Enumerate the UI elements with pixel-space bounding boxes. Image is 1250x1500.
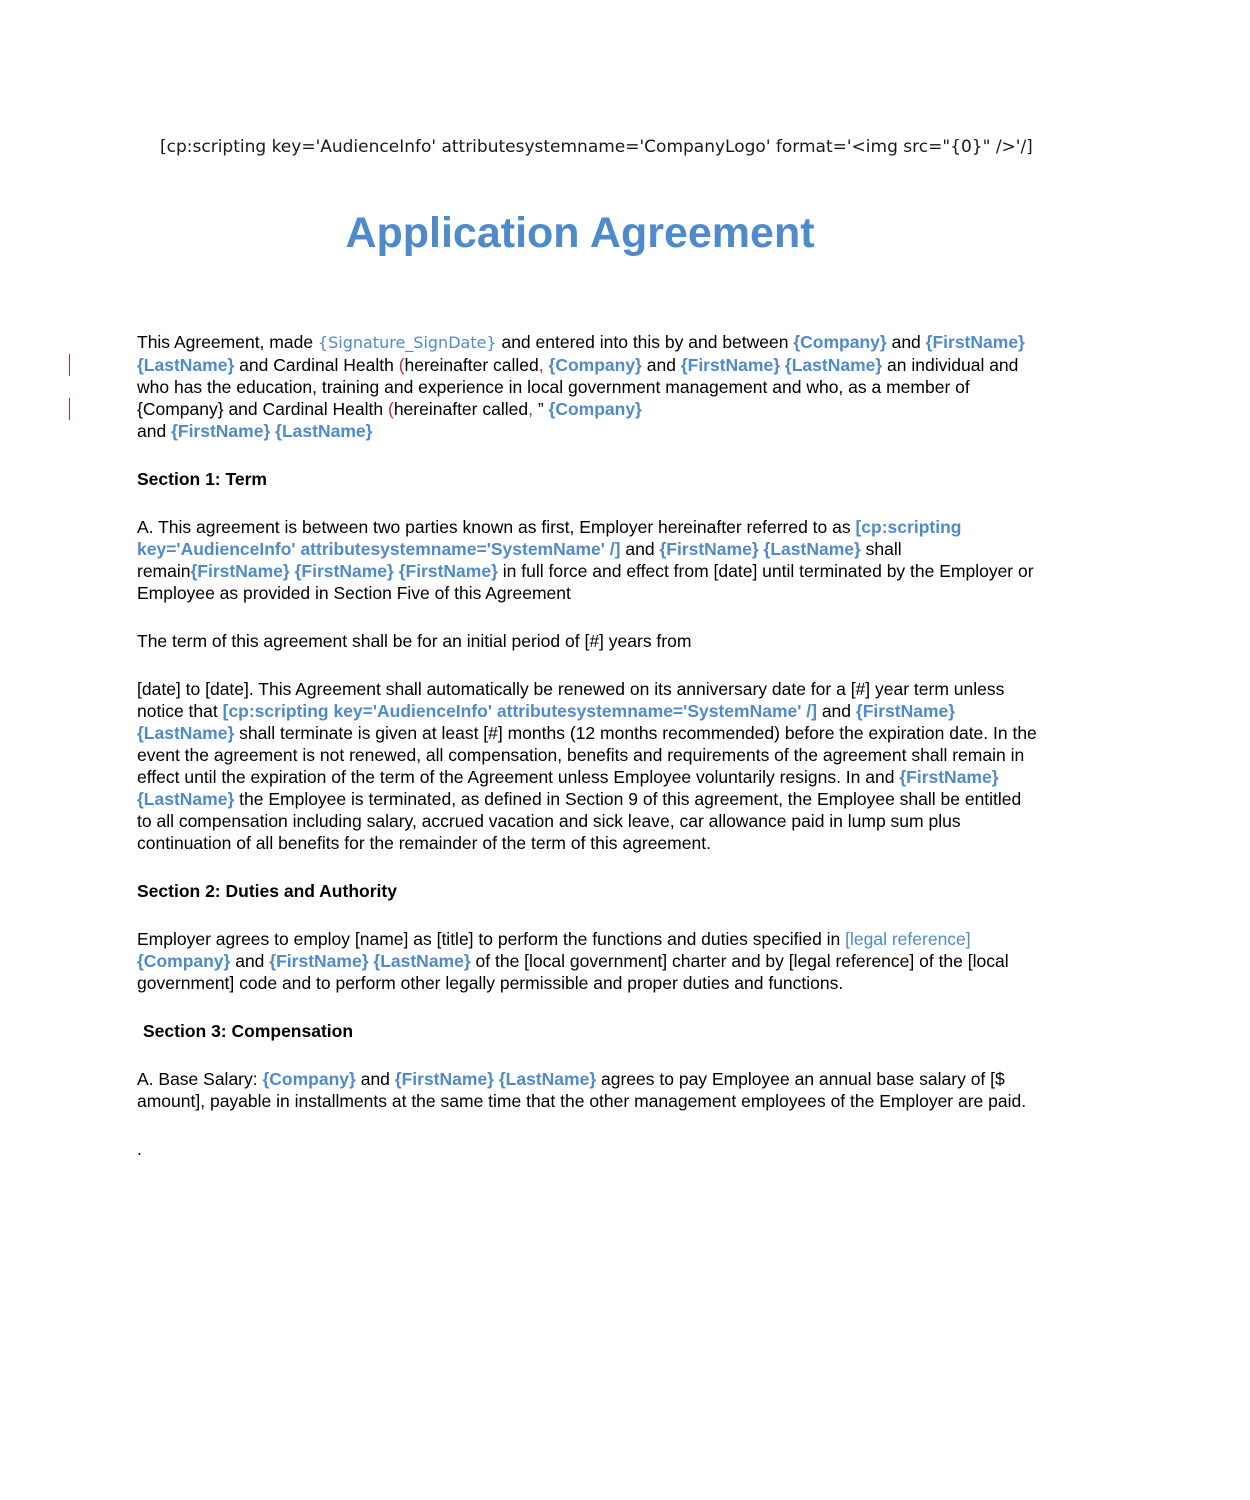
field-last-name: {LastName} [498,1069,597,1089]
field-first-name: {FirstName} [190,561,290,581]
field-first-name: {FirstName} [171,421,271,441]
section-3-heading: Section 3: Compensation [143,1021,354,1041]
field-company: {Company} [793,332,887,352]
field-last-name: {LastName} [373,951,471,971]
revision-mark: , [528,399,533,419]
field-first-name: {FirstName} [398,561,498,581]
text-run: [date] to [date]. This Agreement shall automatically be renewed on its anniversary date for a [#] year term unless notice that [137,679,1005,721]
text-run: and entered into this by and between [496,332,794,352]
field-legal-reference: [legal reference] [845,929,971,949]
text-run: hereinafter called [393,399,529,419]
field-signature-sign-date: {Signature_SignDate} [317,333,497,352]
text-run: and [641,355,681,375]
field-last-name: {LastName} [137,723,235,743]
text-run: an individual and who has the education, training and experience in local government management and who, as a member of {Company} and Cardinal Health [137,355,1019,419]
section-2-heading: Section 2: Duties and Authority [137,881,397,901]
field-first-name: {FirstName} [394,1069,494,1089]
section-1-paragraph-renewal [137,678,1037,854]
text-run: and [620,539,660,559]
document-body [137,331,1037,1186]
text-run: and [230,951,270,971]
text-run: and [355,1069,395,1089]
revision-change-bar [69,398,70,420]
section-1-paragraph-term: The term of this agreement shall be for an initial period of [#] years from [137,631,692,651]
text-run: of the [local government] charter and by [legal reference] of the [local government] code and to perform other legally permissible and proper duties and functions. [137,951,1009,993]
field-last-name: {LastName} [763,539,861,559]
field-first-name: {FirstName} [855,701,956,721]
text-run: and [137,421,172,441]
field-last-name: {LastName} [137,355,235,375]
text-run: A. This agreement is between two parties known as first, Employer hereinafter referred to as [137,517,856,537]
trailing-period: . [137,1139,142,1159]
field-last-name: {LastName} [137,789,235,809]
text-run: and [886,332,926,352]
text-run: shall terminate is given at least [#] months (12 months recommended) before the expiration date. In the event the agreement is not renewed, all compensation, benefits and requirements of the agreement shall remain in effect until the expiration of the term of the Agreement unless Employee voluntarily resigns. In and [137,723,1037,787]
section-3-paragraph-base-salary [137,1068,1037,1112]
field-company: {Company} [548,399,642,419]
field-last-name: {LastName} [275,421,373,441]
revision-change-bar [69,354,70,376]
text-run: ” [532,399,549,419]
text-run: Employer agrees to employ [name] as [title] to perform the functions and duties specified in [137,929,846,949]
field-last-name: {LastName} [784,355,883,375]
text-run: A. Base Salary: [137,1069,263,1089]
text-run: agrees to pay Employee an annual base salary of [$ amount], payable in installments at the same time that the other management employees of the Employer are paid. [137,1069,1027,1111]
text-run: hereinafter called [404,355,539,375]
field-company: {Company} [262,1069,356,1089]
revision-mark: , [538,355,544,375]
field-first-name: {FirstName} [269,951,369,971]
text-run: the Employee is terminated, as defined in Section 9 of this agreement, the Employee shall be entitled to all compensation including salary, accrued vacation and sick leave, car allowance paid in lump sum plus continuation of all benefits for the remainder of the term of this agreement. [137,789,1022,853]
text-run: and Cardinal Health [234,355,399,375]
intro-paragraph [137,331,1037,442]
field-first-name: {FirstName} [659,539,759,559]
field-first-name: {FirstName} [294,561,394,581]
text-run: and [816,701,856,721]
field-first-name: {FirstName} [925,332,1025,352]
text-run: This Agreement, made [137,332,318,352]
text-run: shall remain [137,539,902,581]
text-run: in full force and effect from [date] until terminated by the Employer or Employee as provided in Section Five of this Agreement [137,561,1034,603]
field-first-name: {FirstName} [680,355,781,375]
revision-mark: ( [398,355,405,375]
document-title: Application Agreement [345,209,815,257]
revision-mark: ( [388,399,394,419]
field-first-name: {FirstName} [899,767,999,787]
company-logo-script: [cp:scripting key='AudienceInfo' attributesystemname='CompanyLogo' format='<img src="{0}" />'/] [160,137,1033,157]
field-company: {Company} [137,951,231,971]
section-1-heading: Section 1: Term [137,469,267,489]
section-1-paragraph-a [137,516,1037,604]
section-2-paragraph [137,928,1037,994]
field-system-name-script: [cp:scripting key='AudienceInfo' attributesystemname='SystemName' /] [137,517,962,559]
field-company: {Company} [548,355,642,375]
field-system-name-script: [cp:scripting key='AudienceInfo' attributesystemname='SystemName' /] [222,701,817,721]
